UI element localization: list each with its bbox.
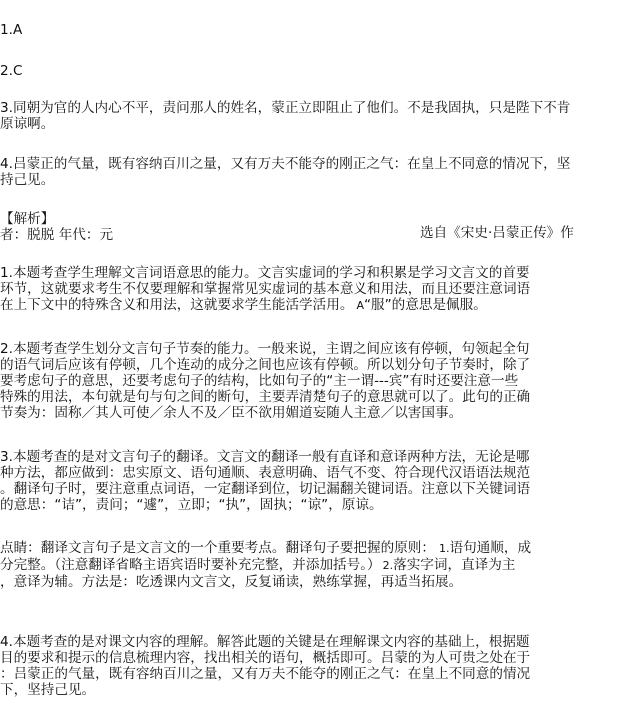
explanation-3-line-4: 的意思：“诘”，责问；“遽”，立即；“执”，固执；“谅”，原谅。: [0, 497, 383, 513]
explanation-2-line-3: 要考虑句子的意思，还要考虑句子的结构，比如句子的“主一谓---宾”有时还要注意一些: [0, 373, 519, 389]
explanation-4-line-1: 4.本题考查的是对课文内容的理解。解答此题的关键是在理解课文内容的基础上，根据题: [0, 634, 530, 650]
explanation-1-line-2: 环节，这就要求考生不仅要理解和掌握常见实虚词的基本意义和用法，而且还要注意词语: [0, 281, 531, 297]
explanation-4-line-3: ：吕蒙正的气量，既有容纳百川之量，又有万夫不能夺的刚正之气：在皇上不同意的情况: [0, 666, 531, 682]
tip-point-1-number: 1.: [439, 542, 450, 555]
explanation-1-line-1: 1.本题考查学生理解文言词语意思的能力。文言实虚词的学习和积累是学习文言文的首要: [0, 265, 530, 281]
tip-block: [0, 540, 630, 590]
explanation-3-line-3: 。翻译句子时，要注意重点词语，一定翻译到位，切记漏翻关键词语。注意以下关键词语: [0, 481, 531, 497]
explanation-1-meaning: “服”的意思是佩服。: [363, 297, 487, 313]
tip-text-2: 语句通顺，成: [449, 540, 532, 556]
answer-4-line-2: 持己见。: [0, 172, 55, 188]
tip-line-2: [0, 557, 630, 574]
answer-3: [0, 100, 630, 132]
explanation-2-line-2: 的语气词后应该有停顿，几个连动的成分之间也应该有停顿。所以划分句子节奏时，除了: [0, 357, 531, 373]
explanation-4: [0, 634, 630, 698]
analysis-label: 【解析】: [0, 211, 55, 227]
author-note: 者：脱脱 年代：元: [0, 227, 114, 243]
answer-2: 2.C: [0, 63, 23, 79]
answer-3-line-1: 3.同朝为官的人内心不平，责问那人的姓名，蒙正立即阻止了他们。不是我固执，只是陛下不肯: [0, 100, 571, 116]
explanation-2-line-4: 特殊的用法，本句就是句与句之间的断句，主要弄清楚句子的意思就可以了。此句的正确: [0, 389, 531, 405]
explanation-3-line-1: 3.本题考查的是对文言句子的翻译。文言文的翻译一般有直译和意译两种方法，无论是哪: [0, 449, 530, 465]
tip-point-2-number: 2.: [382, 559, 394, 572]
tip-text-1: 点睛：翻译文言句子是文言文的一个重要考点。翻译句子要把握的原则：: [0, 540, 435, 556]
explanation-3-line-2: 种方法，都应做到：忠实原文、语句通顺、表意明确、语气不变、符合现代汉语语法规范: [0, 465, 531, 481]
explanation-1: [0, 265, 630, 314]
answer-4-line-1: 4.吕蒙正的气量，既有容纳百川之量，又有万夫不能夺的刚正之气：在皇上不同意的情况下，坚: [0, 156, 571, 172]
answer-3-line-2: 原谅啊。: [0, 116, 55, 132]
explanation-2: [0, 341, 630, 421]
source-note: 选自《宋史·吕蒙正传》作: [420, 224, 574, 241]
explanation-4-line-4: 下，坚持己见。: [0, 682, 96, 698]
explanation-4-line-2: 目的要求和提示的信息梳理内容，找出相关的语句，概括即可。吕蒙的为人可贵之处在于: [0, 650, 531, 666]
explanation-1-line-3: [0, 297, 630, 314]
answer-1: 1.A: [0, 22, 23, 38]
tip-text-3: 分完整。（注意翻译省略主语宾语时要补充完整，并添加括号。）: [0, 557, 381, 573]
explanation-2-line-5: 节奏为：固称／其人可使／余人不及／臣不欲用媚道妄随人主意／以害国事。: [0, 405, 463, 421]
explanation-2-line-1: 2.本题考查学生划分文言句子节奏的能力。一般来说，主谓之间应该有停顿，句领起全句: [0, 341, 530, 357]
explanation-3: [0, 449, 630, 513]
answer-4: [0, 156, 630, 188]
tip-text-4: 落实字词，直译为主: [393, 557, 516, 573]
option-a-marker: A: [356, 299, 364, 312]
explanation-1-text: 在上下文中的特殊含义和用法，这就要求学生能活学活用。: [0, 297, 354, 313]
tip-line-1: [0, 540, 630, 557]
tip-line-3: ，意译为辅。方法是：吃透课内文言文，反复诵读，熟练掌握，再适当拓展。: [0, 574, 463, 590]
